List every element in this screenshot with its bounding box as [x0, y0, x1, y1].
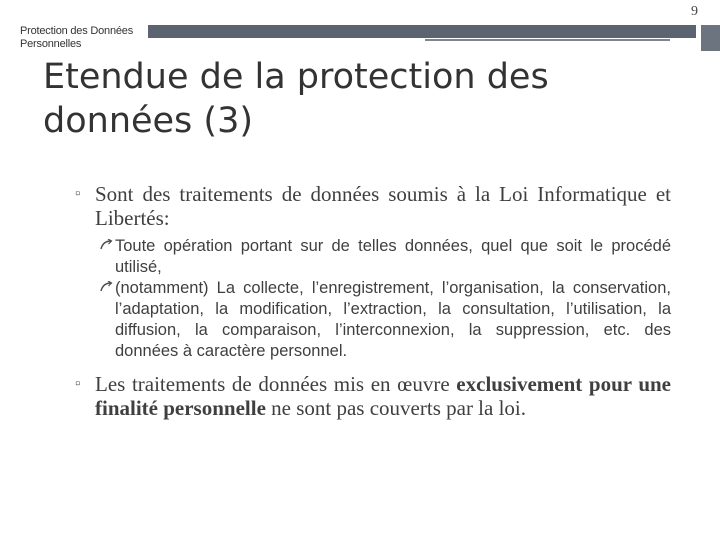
- curved-arrow-bullet-icon: [97, 236, 115, 257]
- header-bar: [148, 25, 696, 38]
- sub-item-text: Toute opération portant sur de telles données, quel que soit le procédé utilisé,: [115, 237, 671, 276]
- sub-list: [97, 236, 671, 362]
- bullet-text-bold: exclusivement pour une finalité personnelle: [95, 372, 671, 420]
- square-bullet-icon: ▫: [75, 376, 81, 392]
- slide-content: [75, 182, 671, 420]
- bullet-item: [75, 182, 671, 230]
- slide-number: 9: [691, 4, 698, 19]
- header-side-block: [701, 25, 720, 51]
- curved-arrow-bullet-icon: [97, 278, 115, 299]
- bullet-text-before: Les traitements de données mis en œuvre: [95, 372, 457, 396]
- header-text: Protection des Données Personnelles: [20, 25, 134, 50]
- square-bullet-icon: ▫: [75, 186, 81, 202]
- slide-title: Etendue de la protection des données (3): [43, 57, 549, 141]
- sub-item-text: (notamment) La collecte, l’enregistrement, l’organisation, la conservation, l’adaptation, la modification, l’extraction, la consultation, l’utilisation, la diffusion, la comparaison, l’interconnexion, la suppression, etc. des données à caractère personnel.: [115, 279, 671, 360]
- header-rule: [425, 39, 670, 41]
- bullet-text: Sont des traitements de données soumis à la Loi Informatique et Libertés:: [95, 182, 671, 230]
- bullet-text-after: ne sont pas couverts par la loi.: [265, 396, 527, 420]
- bullet-item: [75, 372, 671, 420]
- sub-item: [97, 236, 671, 278]
- sub-item: [97, 278, 671, 362]
